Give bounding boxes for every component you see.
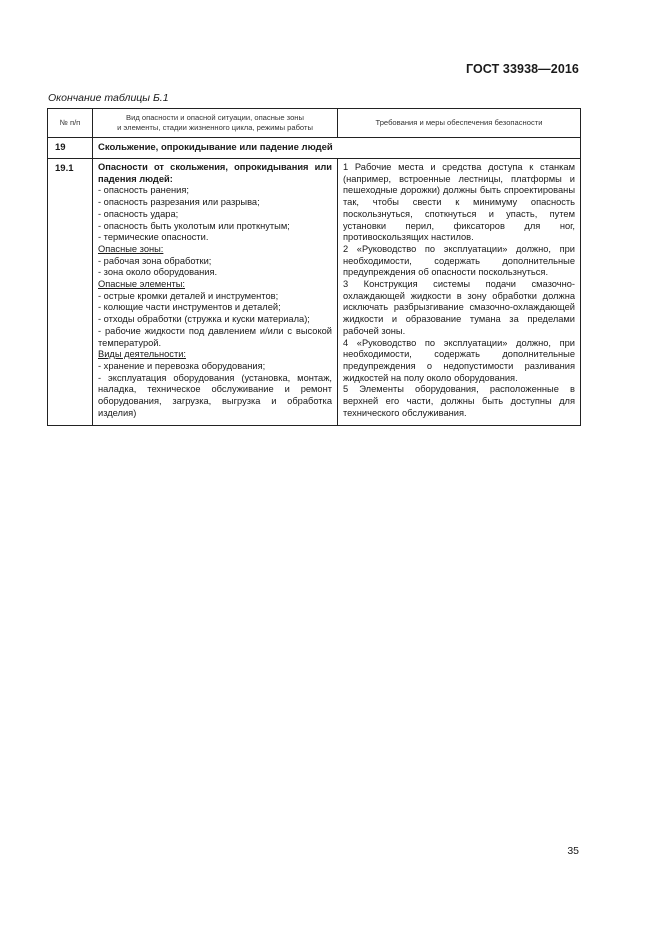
hazard-item: - опасность ранения; [98,185,189,196]
hazard-cell [93,159,338,426]
hazard-heading: Виды деятельности: [98,349,186,360]
hazard-item: - отходы обработки (стружка и куски материала); [98,314,310,325]
table-caption: Окончание таблицы Б.1 [48,92,169,104]
requirement-item: 5 Элементы оборудования, расположенные в верхней его части, должны быть доступны для технического обслуживания. [343,384,575,418]
hazard-item: - зона около оборудования. [98,267,218,278]
standard-number: ГОСТ 33938—2016 [465,62,579,76]
hazard-item: - эксплуатация оборудования (установка, монтаж, наладка, техническое обслуживание и ремонт оборудования, загрузка, выгрузка и обработка изделия) [98,372,332,418]
requirements-table [47,108,581,426]
table-row [48,159,581,426]
hazard-item: - хранение и перевозка оборудования; [98,360,266,371]
column-header-hazard [93,109,338,138]
hazard-item: - термические опасности. [98,232,209,243]
hazard-item: - опасность быть уколотым или проткнутым; [98,220,290,231]
requirement-item: 4 «Руководство по эксплуатации» должно, при необходимости, содержать дополнительные предупреждения о недопустимости разливания жидкостей на полу около оборудования. [343,337,575,383]
row-number: 19.1 [48,159,93,426]
hazard-item: - рабочая зона обработки; [98,255,212,266]
section-number: 19 [48,138,93,159]
requirement-item: 2 «Руководство по эксплуатации» должно, при необходимости, содержать дополнительные предупреждения об опасности поскользнуться. [343,243,575,278]
table-header-row [48,109,581,138]
column-header-hazard-line2: и элементы, стадии жизненного цикла, режимы работы [117,123,313,132]
hazard-heading: Опасные зоны: [98,243,164,254]
hazard-item: - опасность разрезания или разрыва; [98,197,260,208]
hazard-heading: Опасные элементы: [98,279,186,290]
column-header-num: № п/п [48,109,93,138]
requirements-cell [338,159,581,426]
page-number: 35 [567,845,579,857]
requirement-item: 1 Рабочие места и средства доступа к станкам (например, встроенные лестницы, платформы и пешеходные дорожки) должны быть спроектированы так, чтобы свести к минимуму опасность поскользнуться, споткнуться и упасть, путем установки перил, фиксаторов для ног, противоскользящих настилов. [343,162,575,243]
section-title: Скольжение, опрокидывание или падение людей [93,138,581,159]
column-header-requirements: Требования и меры обеспечения безопасности [338,109,581,138]
section-row [48,138,581,159]
column-header-hazard-line1: Вид опасности и опасной ситуации, опасные зоны [126,113,304,122]
requirement-item: 3 Конструкция системы подачи смазочно-охлаждающей жидкости в зону обработки должна исключать разбрызгивание смазочно-охлаждающей жидкости и образование тумана за пределами рабочей зоны. [343,279,575,336]
hazard-item: - опасность удара; [98,208,179,219]
hazard-title: Опасности от скольжения, опрокидывания или падения людей: [98,162,332,184]
hazard-item: - рабочие жидкости под давлением и/или с высокой температурой. [98,325,332,348]
hazard-item: - колющие части инструментов и деталей; [98,302,281,313]
hazard-item: - острые кромки деталей и инструментов; [98,290,279,301]
